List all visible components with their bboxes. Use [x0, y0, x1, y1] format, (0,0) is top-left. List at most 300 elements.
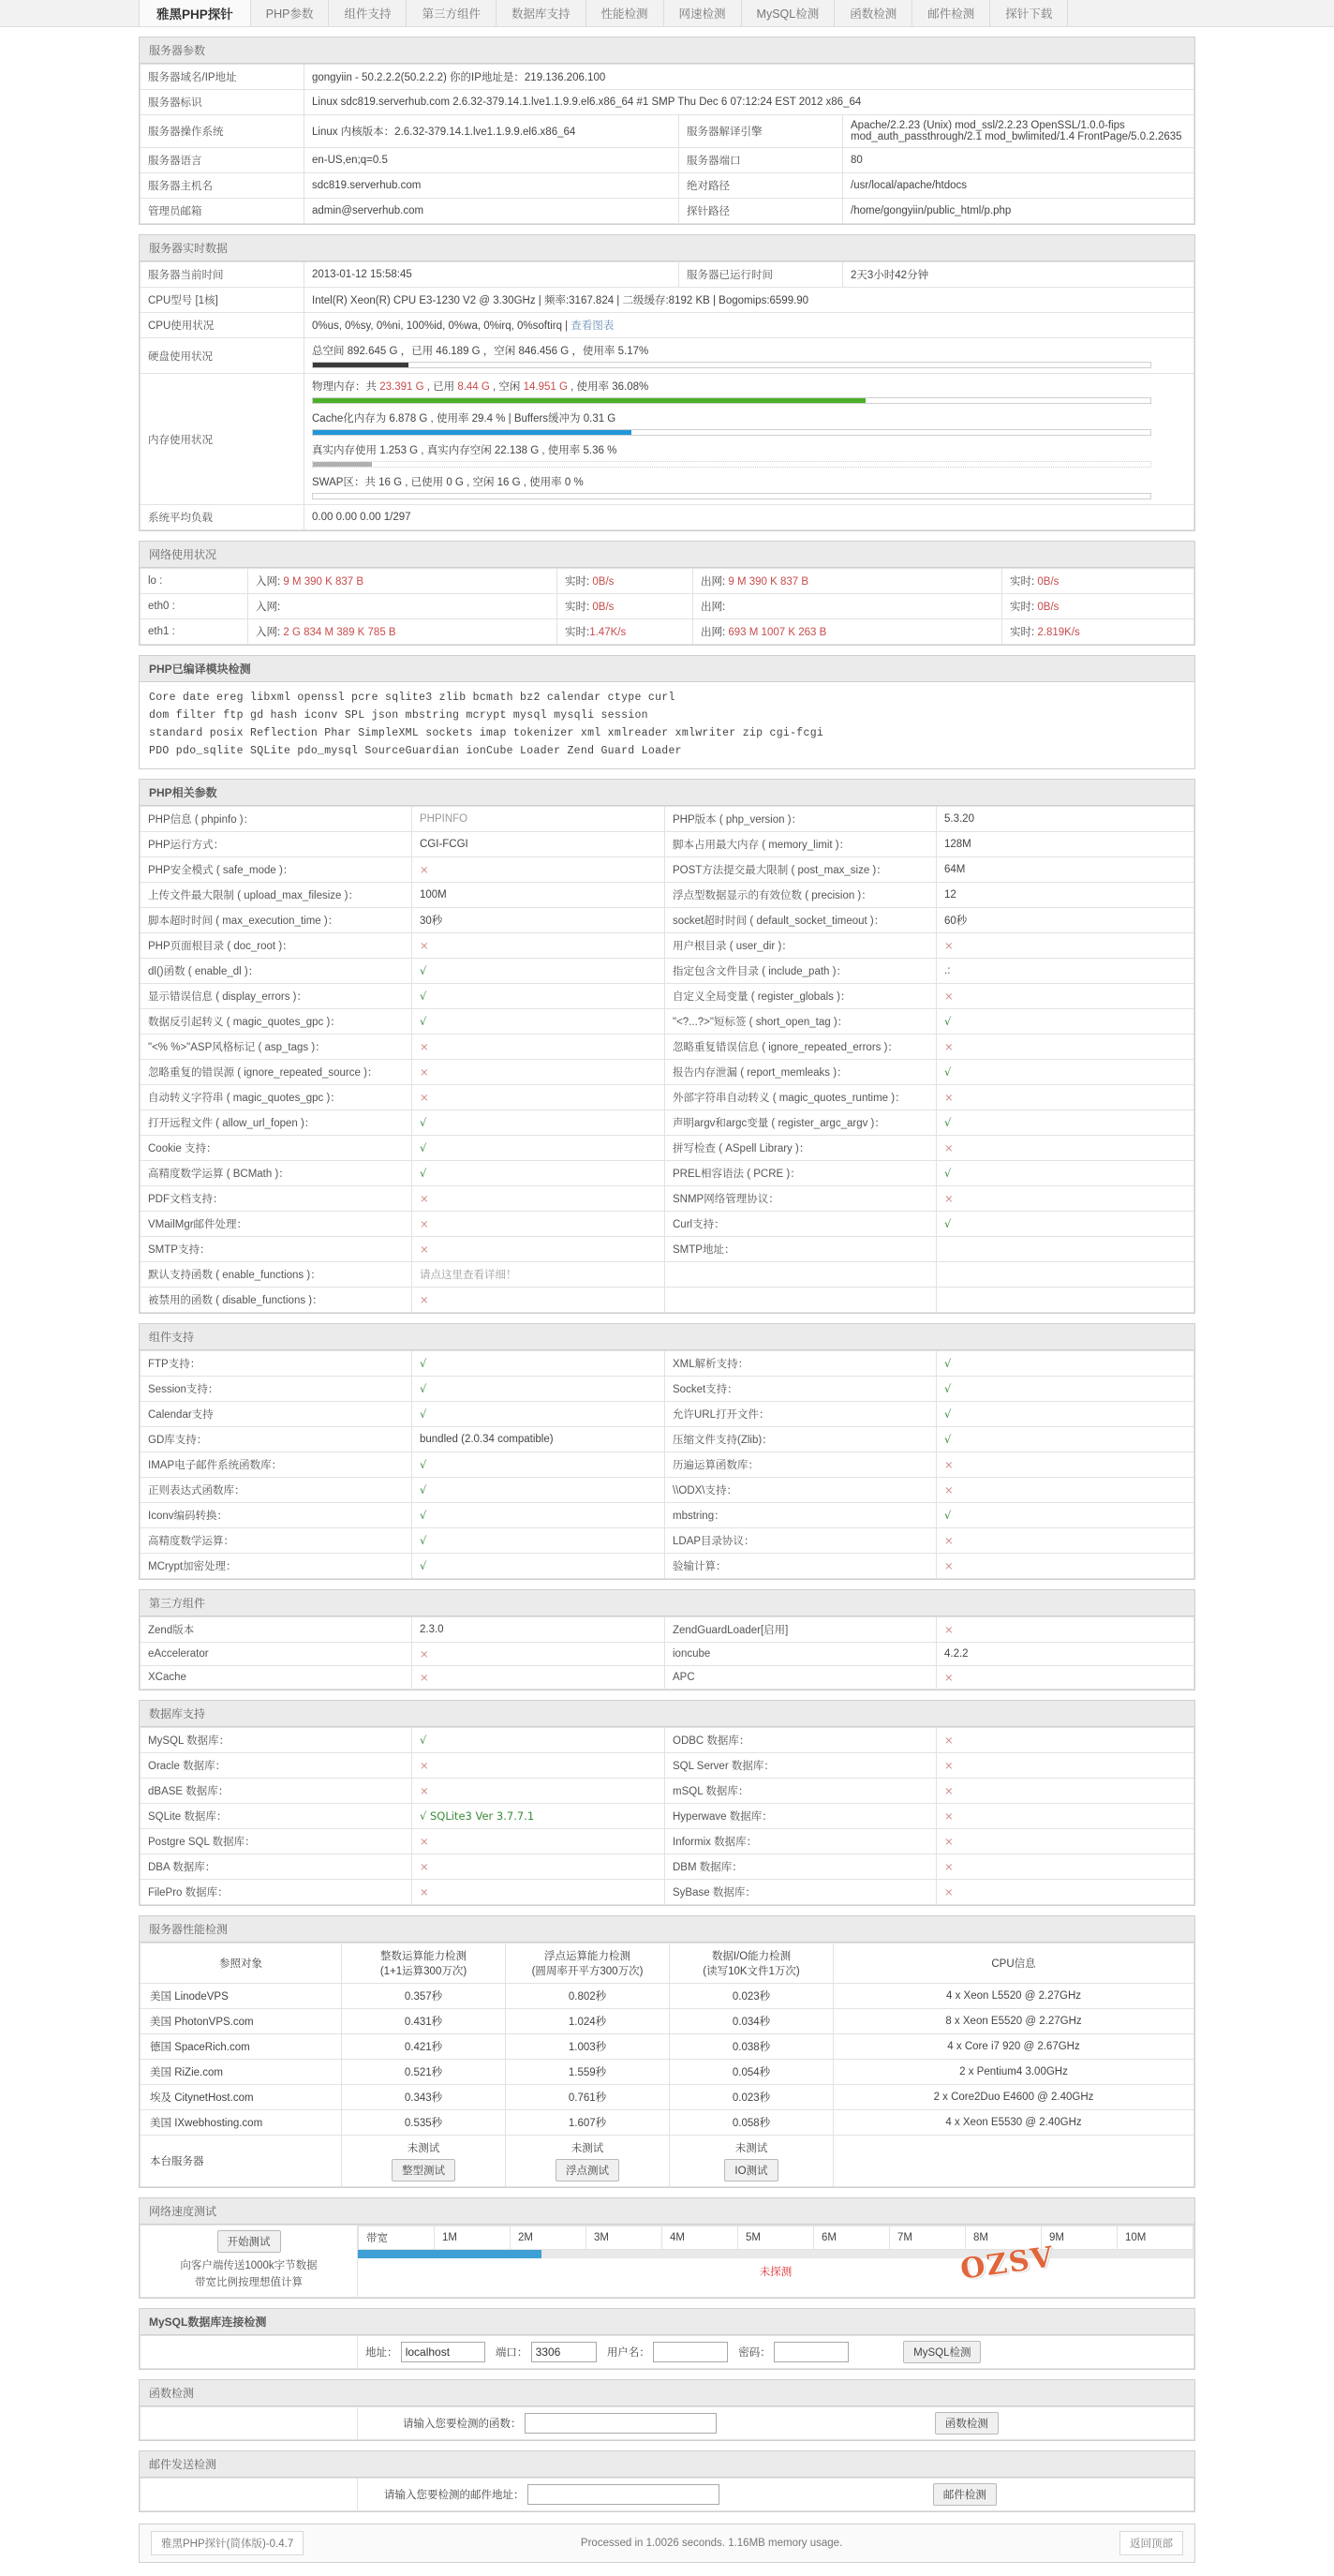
nav-item-5[interactable]: 性能检测: [586, 0, 664, 26]
check-icon: √: [944, 1216, 952, 1230]
nav-item-3[interactable]: 第三方组件: [407, 0, 497, 26]
php-param-label-0: PHP信息 ( phpinfo )：: [141, 806, 412, 831]
mysqltest-form-cell: [358, 2335, 1194, 2368]
php-param-label-19: 被禁用的函数 ( disable_functions )：: [141, 1287, 412, 1312]
panel-title-components: 组件支持: [140, 1324, 1194, 1350]
function-name-input[interactable]: [525, 2413, 717, 2434]
detail-link[interactable]: PHPINFO: [420, 812, 468, 825]
cross-icon: ×: [944, 1783, 954, 1797]
table-row: [141, 1135, 1194, 1160]
php-param-label-13: Cookie 支持：: [141, 1135, 412, 1160]
panel-title-network: 网络使用状况: [140, 542, 1194, 568]
perf-local-cell-0: [342, 2135, 506, 2186]
database-label-4: Postgre SQL 数据库：: [141, 1828, 412, 1854]
component-value-2: [412, 1401, 665, 1426]
net-out-rate-2: 实时: 2.819K/s: [1002, 619, 1194, 645]
nav-brand[interactable]: 雅黑PHP探针: [140, 0, 251, 26]
php-param-value-0[interactable]: [412, 806, 665, 831]
check-icon: √: [420, 1014, 427, 1028]
cross-icon: ×: [420, 1242, 429, 1256]
mailtest-form-cell: [358, 2478, 1194, 2510]
php-param-label-11: 自动转义字符串 ( magic_quotes_gpc )：: [141, 1084, 412, 1109]
php-param-value-9: [412, 1034, 665, 1059]
nav-item-10[interactable]: 探针下载: [990, 0, 1068, 26]
database-label2-0: ODBC 数据库：: [665, 1727, 937, 1752]
speedtest-progress-bar: [358, 2250, 1193, 2258]
network-table: [140, 568, 1194, 645]
table-row: [141, 1803, 1194, 1828]
php-param-value-19: [412, 1287, 665, 1312]
net-out-1: 出网:: [693, 594, 1002, 619]
php-param-value2-0: 5.3.20: [937, 806, 1194, 831]
table-row: [141, 983, 1194, 1008]
php-param-label2-4: socket超时时间 ( default_socket_timeout )：: [665, 907, 937, 932]
memory-line-text-2: 真实内存使用 1.253 G , 真实内存空闲 22.138 G , 使用率 5.36 %: [312, 445, 617, 456]
memory-bar-1: [312, 429, 1151, 436]
database-value2-2: [937, 1778, 1194, 1803]
server-param-label-5: 管理员邮箱: [141, 199, 304, 224]
component-value2-1: [937, 1376, 1194, 1401]
footer-version: 雅黑PHP探针(简体版)-0.4.7: [151, 2531, 304, 2555]
perf-cell-3-2: 1.559秒: [506, 2059, 670, 2084]
table-row: [141, 1642, 1194, 1665]
table-row: [141, 958, 1194, 983]
database-value2-6: [937, 1879, 1194, 1904]
database-value-5: [412, 1854, 665, 1879]
panel-php-params: [139, 779, 1195, 1314]
memory-usage-cell: [304, 374, 1194, 505]
cross-icon: ×: [944, 1670, 954, 1684]
php-param-label2-0: PHP版本 ( php_version )：: [665, 806, 937, 831]
php-param-value2-9: [937, 1034, 1194, 1059]
check-icon: √: [944, 1356, 952, 1370]
database-label-5: DBA 数据库：: [141, 1854, 412, 1879]
thirdparty-value-0: 2.3.0: [412, 1616, 665, 1642]
mailtest-table: [140, 2478, 1194, 2511]
thirdparty-label-1: eAccelerator: [141, 1642, 412, 1665]
server-param-value-1: Linux sdc819.serverhub.com 2.6.32-379.14.1.lve1.1.9.9.el6.x86_64 #1 SMP Thu Dec 6 07:12:24 EST 2012 x86_64: [304, 90, 1194, 115]
table-row: [141, 1376, 1194, 1401]
php-param-label-16: VMailMgr邮件处理：: [141, 1211, 412, 1236]
net-in-2: 入网: 2 G 834 M 389 K 785 B: [248, 619, 557, 645]
php-param-value2-8: [937, 1008, 1194, 1034]
php-param-value2-7: [937, 983, 1194, 1008]
mysql-username-input[interactable]: [653, 2342, 728, 2362]
component-value-5: [412, 1477, 665, 1502]
memory-line-text-1: Cache化内存为 6.878 G , 使用率 29.4 % | Buffers缓冲为 0.31 G: [312, 413, 616, 424]
database-label2-6: SyBase 数据库：: [665, 1879, 937, 1904]
table-row: [141, 173, 1194, 199]
panel-realtime: [139, 234, 1195, 531]
php-param-label2-6: 指定包含文件目录 ( include_path )：: [665, 958, 937, 983]
database-value2-1: [937, 1752, 1194, 1778]
perf-local-button-1[interactable]: 浮点测试: [556, 2159, 619, 2181]
php-param-value2-11: [937, 1084, 1194, 1109]
nav-item-7[interactable]: MySQL检测: [742, 0, 836, 26]
speedtest-status: 未探测: [759, 2266, 793, 2278]
uptime-label: 服务器已运行时间: [679, 262, 843, 288]
check-icon: √: [420, 1733, 427, 1747]
php-param-value-4: 30秒: [412, 907, 665, 932]
perf-header-1: [342, 1943, 506, 1983]
component-label-0: FTP支持：: [141, 1350, 412, 1376]
server-param-value-2: Linux 内核版本：2.6.32-379.14.1.lve1.1.9.9.el6.x86_64: [304, 115, 679, 148]
table-row: [141, 1879, 1194, 1904]
speed-scale-0: 带宽: [359, 2226, 435, 2249]
perf-header-main-3: 数据I/O能力检测: [711, 1950, 792, 1962]
table-row: [141, 1828, 1194, 1854]
perf-cell-5-0: 美国 IXwebhosting.com: [141, 2109, 342, 2135]
table-row: [141, 2008, 1194, 2033]
table-row: [141, 288, 1194, 313]
thirdparty-value2-2: [937, 1665, 1194, 1689]
component-label2-5: \\ODX\支持：: [665, 1477, 937, 1502]
database-label-2: dBASE 数据库：: [141, 1778, 412, 1803]
panel-title-php-modules: PHP已编译模块检测: [140, 656, 1194, 682]
page-footer: [139, 2524, 1195, 2563]
speed-scale-10: 10M: [1118, 2226, 1193, 2249]
content-wrap: [139, 37, 1195, 2576]
perf-header-4: [834, 1943, 1194, 1983]
cross-icon: ×: [420, 938, 429, 952]
server-param-value2-4: /usr/local/apache/htdocs: [843, 173, 1194, 199]
server-param-label-3: 服务器语言: [141, 148, 304, 173]
php-param-value2-10: [937, 1059, 1194, 1084]
speed-scale-5: 5M: [738, 2226, 814, 2249]
table-row: [141, 2135, 1194, 2186]
php-param-label-6: dl()函数 ( enable_dl )：: [141, 958, 412, 983]
nav-items-container: [139, 0, 1068, 26]
cpu-model-value: Intel(R) Xeon(R) CPU E3-1230 V2 @ 3.30GHz | 频率:3167.824 | 二级缓存:8192 KB | Bogomips:6599.90: [304, 288, 1194, 313]
mail-test-button[interactable]: 邮件检测: [933, 2483, 997, 2506]
memory-bar-3: [312, 493, 1151, 499]
cross-icon: ×: [420, 1090, 429, 1104]
perf-cell-0-1: 0.357秒: [342, 1983, 506, 2008]
mysql-port-input[interactable]: [531, 2342, 597, 2362]
memory-line-seg: , 使用率 36.08%: [567, 381, 649, 393]
mysql-test-button[interactable]: MySQL检测: [903, 2341, 981, 2363]
server-param-label2-3: 服务器端口: [679, 148, 843, 173]
cpu-model-label: CPU型号 [1核]: [141, 288, 304, 313]
table-row: [141, 2478, 1194, 2510]
table-row: [141, 1008, 1194, 1034]
php-param-label-3: 上传文件最大限制 ( upload_max_filesize )：: [141, 882, 412, 907]
perf-local-cpu: [834, 2135, 1194, 2186]
perf-header-main-0: 参照对象: [219, 1958, 262, 1970]
perf-cell-5-3: 0.058秒: [670, 2109, 834, 2135]
perf-cell-0-3: 0.023秒: [670, 1983, 834, 2008]
panel-php-modules: [139, 655, 1195, 769]
table-row: [141, 907, 1194, 932]
perf-cell-5-1: 0.535秒: [342, 2109, 506, 2135]
php-param-label2-14: PREL相容语法 ( PCRE )：: [665, 1160, 937, 1185]
table-row: [141, 1287, 1194, 1312]
server-param-value-0: gongyiin - 50.2.2.2(50.2.2.2) 你的IP地址是：219.136.206.100: [304, 65, 1194, 90]
perf-cell-2-1: 0.421秒: [342, 2033, 506, 2059]
server-param-label-0: 服务器域名/IP地址: [141, 65, 304, 90]
table-row: [141, 1211, 1194, 1236]
component-value-6: [412, 1502, 665, 1527]
cross-icon: ×: [944, 1859, 954, 1873]
server-param-value2-3: 80: [843, 148, 1194, 173]
check-icon: √: [944, 1432, 952, 1446]
nav-item-2[interactable]: 组件支持: [329, 0, 407, 26]
perf-cell-1-2: 1.024秒: [506, 2008, 670, 2033]
table-row: [141, 313, 1194, 338]
table-row: [141, 1350, 1194, 1376]
check-icon: √: [420, 1356, 427, 1370]
table-row: [141, 1778, 1194, 1803]
component-value-0: [412, 1350, 665, 1376]
php-param-label2-1: 脚本占用最大内存 ( memory_limit )：: [665, 831, 937, 856]
perf-header-main-1: 整数运算能力检测: [380, 1950, 467, 1962]
functest-form-cell: [358, 2406, 1194, 2439]
watermark-logo: OZSV: [958, 2240, 1057, 2286]
table-row: [141, 2059, 1194, 2084]
php-param-label2-3: 浮点型数据显示的有效位数 ( precision )：: [665, 882, 937, 907]
php-param-value2-3: 12: [937, 882, 1194, 907]
disk-usage-cell: [304, 338, 1194, 374]
table-row: [141, 1616, 1194, 1642]
php-params-table: [140, 806, 1194, 1313]
component-label-6: Iconv编码转换：: [141, 1502, 412, 1527]
component-value2-4: [937, 1452, 1194, 1477]
speed-scale-4: 4M: [662, 2226, 738, 2249]
table-row: [141, 2109, 1194, 2135]
perf-local-cell-1: [506, 2135, 670, 2186]
perf-cell-0-4: 4 x Xeon L5520 @ 2.27GHz: [834, 1983, 1194, 2008]
cross-icon: ×: [420, 1191, 429, 1205]
cross-icon: ×: [420, 1859, 429, 1873]
cross-icon: ×: [944, 1482, 954, 1496]
php-param-value-3: 100M: [412, 882, 665, 907]
check-icon: √: [944, 1508, 952, 1522]
back-to-top-link[interactable]: 返回顶部: [1119, 2531, 1183, 2555]
component-label-2: Calendar支持: [141, 1401, 412, 1426]
current-time-value: 2013-01-12 15:58:45: [304, 262, 679, 288]
module-line-1: dom filter ftp gd hash iconv SPL json mbstring mcrypt mysql mysqli session: [149, 708, 648, 722]
php-param-value2-5: [937, 932, 1194, 958]
panel-title-performance: 服务器性能检测: [140, 1916, 1194, 1943]
perf-header-sub-2: (圆周率开平方300万次): [531, 1965, 644, 1977]
php-param-label-18: 默认支持函数 ( enable_functions )：: [141, 1261, 412, 1287]
cross-icon: ×: [944, 1834, 954, 1848]
footer-stats: Processed in 1.0026 seconds. 1.16MB memory usage.: [580, 2537, 843, 2549]
table-row: [141, 374, 1194, 505]
speed-scale-7: 7M: [890, 2226, 966, 2249]
uptime-value: 2天3小时42分钟: [843, 262, 1194, 288]
speed-scale-8: 8M: [966, 2226, 1042, 2249]
php-param-label-9: "<% %>"ASP风格标记 ( asp_tags )：: [141, 1034, 412, 1059]
cpu-usage-value: [304, 313, 1194, 338]
table-row: [141, 1983, 1194, 2008]
perf-local-button-0[interactable]: 整型测试: [392, 2159, 455, 2181]
panel-title-mysqltest: MySQL数据库连接检测: [140, 2309, 1194, 2335]
perf-header-sub-3: (读写10K文件1万次): [703, 1965, 800, 1977]
database-label-0: MySQL 数据库：: [141, 1727, 412, 1752]
speed-scale-9: 9M: [1042, 2226, 1118, 2249]
nav-item-9[interactable]: 邮件检测: [912, 0, 990, 26]
component-label-3: GD库支持：: [141, 1426, 412, 1452]
php-param-value-15: [412, 1185, 665, 1211]
check-icon: √: [420, 1508, 427, 1522]
table-row: [141, 199, 1194, 224]
php-param-label2-18: [665, 1261, 937, 1287]
server-param-label2-5: 探针路径: [679, 199, 843, 224]
perf-local-button-2[interactable]: IO测试: [724, 2159, 778, 2181]
top-navbar: [0, 0, 1334, 27]
memory-line-text-0: [312, 379, 1186, 394]
cross-icon: ×: [420, 1039, 429, 1053]
panel-database: [139, 1700, 1195, 1906]
realtime-table: [140, 261, 1194, 530]
php-param-label2-11: 外部字符串自动转义 ( magic_quotes_runtime )：: [665, 1084, 937, 1109]
panel-title-functest: 函数检测: [140, 2380, 1194, 2406]
nav-item-8[interactable]: 函数检测: [835, 0, 912, 26]
check-icon: √: [420, 1407, 427, 1421]
php-param-value2-16: [937, 1211, 1194, 1236]
php-param-label-7: 显示错误信息 ( display_errors )：: [141, 983, 412, 1008]
thirdparty-value-2: [412, 1665, 665, 1689]
net-out-0: 出网: 9 M 390 K 837 B: [693, 569, 1002, 594]
start-test-button[interactable]: 开始测试: [217, 2230, 281, 2253]
perf-header-3: [670, 1943, 834, 1983]
cross-icon: ×: [420, 1216, 429, 1230]
module-line-3: PDO pdo_sqlite SQLite pdo_mysql SourceGuardian ionCube Loader Zend Guard Loader: [149, 744, 682, 757]
php-param-label2-17: SMTP地址：: [665, 1236, 937, 1261]
perf-cell-2-4: 4 x Core i7 920 @ 2.67GHz: [834, 2033, 1194, 2059]
php-modules-list: [140, 682, 1194, 768]
perf-cell-2-2: 1.003秒: [506, 2033, 670, 2059]
server-param-value-5: admin@serverhub.com: [304, 199, 679, 224]
component-label2-7: LDAP目录协议：: [665, 1527, 937, 1553]
perf-cell-5-2: 1.607秒: [506, 2109, 670, 2135]
check-icon: √: [420, 1115, 427, 1129]
disk-usage-text: 总空间 892.645 G ，已用 46.189 G ，空闲 846.456 G ，使用率 5.17%: [312, 346, 649, 357]
table-row: [141, 1553, 1194, 1578]
perf-cell-0-2: 0.802秒: [506, 1983, 670, 2008]
perf-cell-3-4: 2 x Pentium4 3.00GHz: [834, 2059, 1194, 2084]
panel-title-php-params: PHP相关参数: [140, 780, 1194, 806]
panel-functest: [139, 2379, 1195, 2441]
table-row: [141, 115, 1194, 148]
table-row: [141, 594, 1194, 619]
mysql-address-input[interactable]: [401, 2342, 485, 2362]
php-param-value-12: [412, 1109, 665, 1135]
cross-icon: ×: [420, 1758, 429, 1772]
cross-icon: ×: [944, 1884, 954, 1898]
mailtest-spacer-cell: [141, 2478, 358, 2510]
mysqltest-table: [140, 2335, 1194, 2369]
php-param-value2-15: [937, 1185, 1194, 1211]
memory-usage-label: 内存使用状况: [141, 374, 304, 505]
table-row: [141, 1084, 1194, 1109]
php-param-value-5: [412, 932, 665, 958]
perf-header-2: [506, 1943, 670, 1983]
table-row: [141, 2084, 1194, 2109]
database-value2-5: [937, 1854, 1194, 1879]
perf-cell-1-0: 美国 PhotonVPS.com: [141, 2008, 342, 2033]
database-value2-0: [937, 1727, 1194, 1752]
php-param-label2-7: 自定义全局变量 ( register_globals )：: [665, 983, 937, 1008]
component-value2-0: [937, 1350, 1194, 1376]
php-param-value2-12: [937, 1109, 1194, 1135]
php-param-value-16: [412, 1211, 665, 1236]
php-param-value2-1: 128M: [937, 831, 1194, 856]
functest-spacer-cell: [141, 2406, 358, 2439]
check-icon: √: [420, 989, 427, 1003]
check-icon: √ SQLite3 Ver 3.7.7.1: [420, 1809, 535, 1823]
module-line-0: Core date ereg libxml openssl pcre sqlite3 zlib bcmath bz2 calendar ctype curl: [149, 692, 675, 704]
table-row: [141, 262, 1194, 288]
net-out-rate-1: 实时: 0B/s: [1002, 594, 1194, 619]
net-iface-2: eth1 :: [141, 619, 248, 645]
php-param-value-18[interactable]: [412, 1261, 665, 1287]
detail-link[interactable]: 请点这里查看详细！: [420, 1269, 517, 1281]
perf-cell-1-1: 0.431秒: [342, 2008, 506, 2033]
thirdparty-label2-0: ZendGuardLoader[启用]: [665, 1616, 937, 1642]
perf-cell-2-0: 德国 SpaceRich.com: [141, 2033, 342, 2059]
memory-line-seg: 14.951 G: [523, 381, 568, 393]
table-row: [141, 806, 1194, 831]
nav-item-6[interactable]: 网速检测: [664, 0, 742, 26]
server-param-label2-4: 绝对路径: [679, 173, 843, 199]
server-param-value-4: sdc819.serverhub.com: [304, 173, 679, 199]
functest-label: 请输入您要检测的函数：: [403, 2418, 522, 2430]
check-icon: √: [944, 1065, 952, 1079]
php-param-value2-18: [937, 1261, 1194, 1287]
nav-item-4[interactable]: 数据库支持: [497, 0, 586, 26]
php-param-label-1: PHP运行方式：: [141, 831, 412, 856]
database-value-3: [412, 1803, 665, 1828]
mysql-password-input[interactable]: [774, 2342, 849, 2362]
memory-bar-0: [312, 397, 1151, 404]
panel-title-speedtest: 网络速度测试: [140, 2198, 1194, 2225]
cross-icon: ×: [944, 1191, 954, 1205]
perf-header-main-4: CPU信息: [991, 1958, 1036, 1970]
table-row: [141, 1261, 1194, 1287]
view-chart-link[interactable]: 查看图表: [571, 320, 615, 332]
php-param-label-15: PDF文档支持：: [141, 1185, 412, 1211]
net-in-rate-1: 实时: 0B/s: [557, 594, 693, 619]
cpu-usage-text: 0%us, 0%sy, 0%ni, 100%id, 0%wa, 0%irq, 0%softirq |: [312, 320, 571, 332]
nav-item-1[interactable]: PHP参数: [251, 0, 330, 26]
net-in-0: 入网: 9 M 390 K 837 B: [248, 569, 557, 594]
check-icon: √: [944, 1381, 952, 1395]
mailtest-label: 请输入您要检测的邮件地址：: [384, 2489, 525, 2501]
component-label2-3: 压缩文件支持(Zlib)：: [665, 1426, 937, 1452]
mail-address-input[interactable]: [527, 2484, 719, 2505]
perf-cell-2-3: 0.038秒: [670, 2033, 834, 2059]
table-row: [141, 882, 1194, 907]
perf-cell-4-2: 0.761秒: [506, 2084, 670, 2109]
php-param-value-1: CGI-FCGI: [412, 831, 665, 856]
check-icon: √: [944, 1115, 952, 1129]
server-param-value2-5: /home/gongyiin/public_html/p.php: [843, 199, 1194, 224]
database-label-6: FilePro 数据库：: [141, 1879, 412, 1904]
perf-cell-5-4: 4 x Xeon E5530 @ 2.40GHz: [834, 2109, 1194, 2135]
cross-icon: ×: [420, 1646, 429, 1660]
net-in-rate-2: 实时:1.47K/s: [557, 619, 693, 645]
function-test-button[interactable]: 函数检测: [935, 2412, 999, 2435]
perf-cell-4-1: 0.343秒: [342, 2084, 506, 2109]
php-param-value-7: [412, 983, 665, 1008]
table-row: [141, 1477, 1194, 1502]
component-label2-0: XML解析支持：: [665, 1350, 937, 1376]
perf-local-status-0: 未测试: [407, 2142, 440, 2154]
check-icon: √: [944, 1014, 952, 1028]
component-label2-4: 历遍运算函数库：: [665, 1452, 937, 1477]
